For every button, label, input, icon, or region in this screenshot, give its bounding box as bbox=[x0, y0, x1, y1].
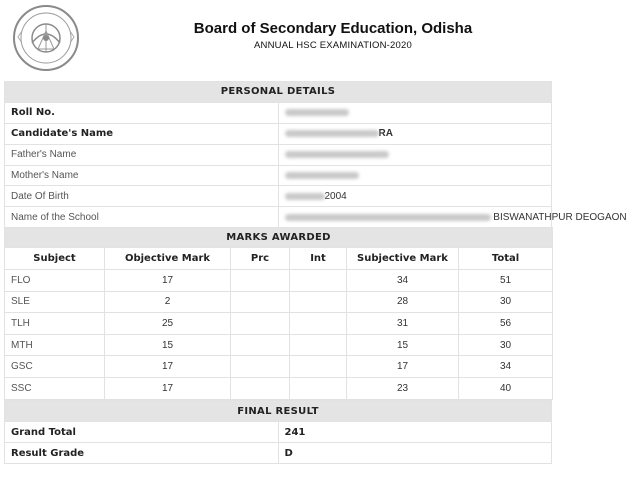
subject-cell: SLE bbox=[5, 291, 105, 313]
school-label: Name of the School bbox=[5, 207, 279, 228]
prc-cell bbox=[231, 313, 290, 335]
prc-cell bbox=[231, 291, 290, 313]
father-name-label: Father's Name bbox=[5, 144, 279, 165]
subject-cell: FLO bbox=[5, 270, 105, 292]
total-cell: 40 bbox=[459, 377, 553, 399]
int-cell bbox=[290, 291, 347, 313]
column-header: Int bbox=[290, 248, 347, 270]
result-grade-value: D bbox=[278, 443, 552, 464]
total-cell: 51 bbox=[459, 270, 553, 292]
personal-details-heading: PERSONAL DETAILS bbox=[5, 82, 552, 103]
mother-name-value bbox=[278, 165, 552, 186]
subjective-cell: 17 bbox=[347, 356, 459, 378]
objective-cell: 25 bbox=[105, 313, 231, 335]
objective-cell: 2 bbox=[105, 291, 231, 313]
school-value bbox=[278, 207, 627, 228]
candidate-name-suffix: RA bbox=[378, 128, 393, 140]
subjective-cell: 28 bbox=[347, 291, 459, 313]
subjective-cell: 23 bbox=[347, 377, 459, 399]
father-name-value bbox=[278, 144, 552, 165]
column-header: Total bbox=[459, 248, 553, 270]
candidate-name-value bbox=[278, 123, 552, 144]
int-cell bbox=[290, 356, 347, 378]
table-row bbox=[5, 270, 553, 292]
subjective-cell: 15 bbox=[347, 334, 459, 356]
total-cell: 30 bbox=[459, 291, 553, 313]
int-cell bbox=[290, 334, 347, 356]
personal-details-table bbox=[4, 81, 627, 228]
prc-cell bbox=[231, 377, 290, 399]
dob-label: Date Of Birth bbox=[5, 186, 279, 207]
subjective-cell: 31 bbox=[347, 313, 459, 335]
roll-value bbox=[278, 102, 552, 123]
final-result-table bbox=[4, 400, 552, 464]
objective-cell: 17 bbox=[105, 270, 231, 292]
board-seal-icon bbox=[8, 3, 84, 73]
result-header bbox=[0, 0, 566, 74]
subject-cell: TLH bbox=[5, 313, 105, 335]
table-row bbox=[5, 334, 553, 356]
int-cell bbox=[290, 270, 347, 292]
prc-cell bbox=[231, 270, 290, 292]
column-header: Objective Mark bbox=[105, 248, 231, 270]
objective-cell: 17 bbox=[105, 356, 231, 378]
grand-total-value: 241 bbox=[278, 422, 552, 443]
subject-cell: SSC bbox=[5, 377, 105, 399]
table-row bbox=[5, 313, 553, 335]
total-cell: 30 bbox=[459, 334, 553, 356]
school-suffix: BISWANATHPUR DEOGAON bbox=[493, 211, 627, 223]
subject-cell: MTH bbox=[5, 334, 105, 356]
total-cell: 56 bbox=[459, 313, 553, 335]
mother-name-label: Mother's Name bbox=[5, 165, 279, 186]
grand-total-label: Grand Total bbox=[5, 422, 279, 443]
column-header: Subjective Mark bbox=[347, 248, 459, 270]
subjective-cell: 34 bbox=[347, 270, 459, 292]
column-header: Subject bbox=[5, 248, 105, 270]
candidate-name-label: Candidate's Name bbox=[5, 123, 279, 144]
int-cell bbox=[290, 377, 347, 399]
table-row bbox=[5, 291, 553, 313]
roll-label: Roll No. bbox=[5, 102, 279, 123]
dob-suffix: 2004 bbox=[324, 190, 347, 202]
int-cell bbox=[290, 313, 347, 335]
objective-cell: 15 bbox=[105, 334, 231, 356]
table-row bbox=[5, 377, 553, 399]
dob-value bbox=[278, 186, 552, 207]
final-result-heading: FINAL RESULT bbox=[5, 401, 552, 422]
total-cell: 34 bbox=[459, 356, 553, 378]
marks-table bbox=[4, 227, 553, 400]
prc-cell bbox=[231, 356, 290, 378]
objective-cell: 17 bbox=[105, 377, 231, 399]
board-title: Board of Secondary Education, Odisha bbox=[193, 20, 473, 37]
result-grade-label: Result Grade bbox=[5, 443, 279, 464]
column-header: Prc bbox=[231, 248, 290, 270]
marks-heading: MARKS AWARDED bbox=[5, 228, 553, 248]
exam-title: ANNUAL HSC EXAMINATION-2020 bbox=[254, 40, 412, 51]
marks-column-headers bbox=[5, 248, 553, 270]
table-row bbox=[5, 356, 553, 378]
subject-cell: GSC bbox=[5, 356, 105, 378]
prc-cell bbox=[231, 334, 290, 356]
